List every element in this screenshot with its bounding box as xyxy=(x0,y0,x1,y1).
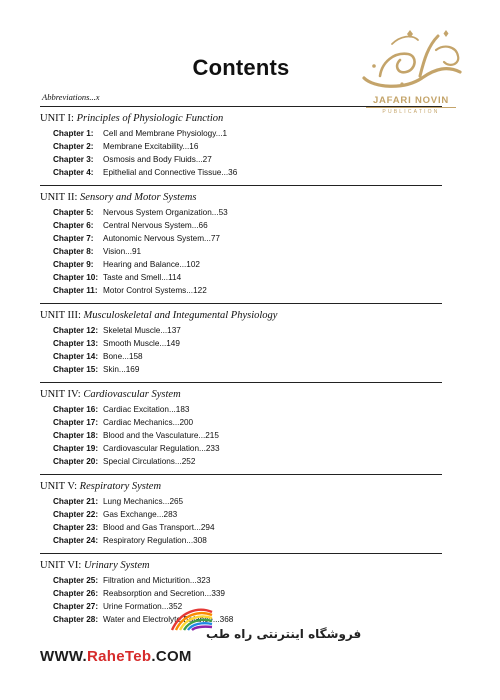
chapter-title: Blood and the Vasculature...215 xyxy=(103,431,219,440)
chapter-entry[interactable] xyxy=(40,521,442,534)
unit-section xyxy=(40,553,442,632)
chapter-entry[interactable] xyxy=(40,337,442,350)
chapter-entry[interactable] xyxy=(40,508,442,521)
unit-title xyxy=(40,308,442,323)
chapter-number: Chapter 22: xyxy=(53,510,99,519)
chapter-entry[interactable] xyxy=(40,455,442,468)
publisher-subtitle: PUBLICATION xyxy=(382,109,440,115)
unit-title xyxy=(40,190,442,205)
chapter-entry[interactable] xyxy=(40,271,442,284)
chapter-number: Chapter 20: xyxy=(53,457,99,466)
unit-section xyxy=(40,185,442,303)
unit-divider xyxy=(40,553,442,554)
chapter-entry[interactable] xyxy=(40,587,442,600)
chapter-entry[interactable] xyxy=(40,153,442,166)
unit-number: UNIT V: xyxy=(40,481,78,492)
chapter-title: Autonomic Nervous System...77 xyxy=(103,234,220,243)
chapter-entry[interactable] xyxy=(40,442,442,455)
chapter-number: Chapter 24: xyxy=(53,536,99,545)
chapter-title: Cardiovascular Regulation...233 xyxy=(103,444,220,453)
chapter-title: Respiratory Regulation...308 xyxy=(103,536,207,545)
chapter-number: Chapter 10: xyxy=(53,273,99,282)
chapter-number: Chapter 19: xyxy=(53,444,99,453)
store-url-prefix: WWW. xyxy=(40,648,88,665)
table-of-contents xyxy=(40,106,442,632)
chapter-number: Chapter 3: xyxy=(53,155,94,164)
chapter-entry[interactable] xyxy=(40,232,442,245)
unit-number: UNIT IV: xyxy=(40,389,81,400)
unit-name: Musculoskeletal and Integumental Physiology xyxy=(83,310,278,321)
chapter-title: Skeletal Muscle...137 xyxy=(103,326,181,335)
chapter-title: Osmosis and Body Fluids...27 xyxy=(103,155,212,164)
chapter-title: Skin...169 xyxy=(103,365,140,374)
chapter-number: Chapter 2: xyxy=(53,142,94,151)
chapter-entry[interactable] xyxy=(40,613,442,626)
chapter-number: Chapter 13: xyxy=(53,339,99,348)
chapter-entry[interactable] xyxy=(40,416,442,429)
chapter-number: Chapter 4: xyxy=(53,168,94,177)
chapter-entry[interactable] xyxy=(40,429,442,442)
unit-divider xyxy=(40,382,442,383)
chapter-entry[interactable] xyxy=(40,600,442,613)
chapter-number: Chapter 14: xyxy=(53,352,99,361)
chapter-title: Membrane Excitability...16 xyxy=(103,142,199,151)
chapter-entry[interactable] xyxy=(40,245,442,258)
chapter-entry[interactable] xyxy=(40,350,442,363)
chapter-number: Chapter 5: xyxy=(53,208,94,217)
chapter-number: Chapter 26: xyxy=(53,589,99,598)
chapter-title: Cardiac Excitation...183 xyxy=(103,405,190,414)
chapter-title: Vision...91 xyxy=(103,247,142,256)
unit-name: Respiratory System xyxy=(79,481,162,492)
publisher-logo xyxy=(352,26,470,118)
unit-name: Sensory and Motor Systems xyxy=(80,192,197,203)
unit-number: UNIT III: xyxy=(40,310,81,321)
unit-name: Principles of Physiologic Function xyxy=(76,113,224,124)
chapter-title: Special Circulations...252 xyxy=(103,457,196,466)
chapter-number: Chapter 9: xyxy=(53,260,94,269)
chapter-title: Blood and Gas Transport...294 xyxy=(103,523,215,532)
chapter-entry[interactable] xyxy=(40,140,442,153)
chapter-title: Hearing and Balance...102 xyxy=(103,260,200,269)
chapter-title: Gas Exchange...283 xyxy=(103,510,178,519)
unit-divider xyxy=(40,303,442,304)
chapter-entry[interactable] xyxy=(40,206,442,219)
chapter-number: Chapter 17: xyxy=(53,418,99,427)
chapter-entry[interactable] xyxy=(40,324,442,337)
unit-number: UNIT I: xyxy=(40,113,74,124)
chapter-title: Urine Formation...352 xyxy=(103,602,183,611)
chapter-number: Chapter 16: xyxy=(53,405,99,414)
chapter-title: Reabsorption and Secretion...339 xyxy=(103,589,225,598)
chapter-number: Chapter 8: xyxy=(53,247,94,256)
chapter-entry[interactable] xyxy=(40,534,442,547)
chapter-entry[interactable] xyxy=(40,284,442,297)
chapter-title: Epithelial and Connective Tissue...36 xyxy=(103,168,238,177)
chapter-title: Lung Mechanics...265 xyxy=(103,497,184,506)
unit-title xyxy=(40,558,442,573)
page-title: Contents xyxy=(192,55,290,80)
abbreviations-entry: Abbreviations...x xyxy=(42,92,100,102)
chapter-number: Chapter 11: xyxy=(53,286,98,295)
unit-section xyxy=(40,303,442,382)
store-url[interactable] xyxy=(40,648,192,665)
chapter-number: Chapter 23: xyxy=(53,523,99,532)
unit-section xyxy=(40,382,442,474)
unit-divider xyxy=(40,106,442,107)
chapter-entry[interactable] xyxy=(40,166,442,179)
chapter-number: Chapter 7: xyxy=(53,234,94,243)
chapter-title: Filtration and Micturition...323 xyxy=(103,576,211,585)
unit-divider xyxy=(40,474,442,475)
store-url-suffix: .COM xyxy=(151,648,192,665)
unit-section xyxy=(40,474,442,553)
calligraphy-logo-icon xyxy=(352,26,470,96)
unit-name: Urinary System xyxy=(83,560,150,571)
chapter-title: Smooth Muscle...149 xyxy=(103,339,180,348)
publisher-name: JAFARI NOVIN xyxy=(372,95,450,106)
chapter-number: Chapter 15: xyxy=(53,365,99,374)
chapter-number: Chapter 6: xyxy=(53,221,94,230)
store-url-brand: RaheTeb xyxy=(87,648,152,665)
chapter-title: Bone...158 xyxy=(103,352,143,361)
unit-title xyxy=(40,479,442,494)
chapter-entry[interactable] xyxy=(40,403,442,416)
chapter-entry[interactable] xyxy=(40,363,442,376)
chapter-entry[interactable] xyxy=(40,127,442,140)
chapter-title: Taste and Smell...114 xyxy=(103,273,182,282)
unit-title xyxy=(40,111,442,126)
chapter-title: Nervous System Organization...53 xyxy=(103,208,228,217)
chapter-title: Cell and Membrane Physiology...1 xyxy=(103,129,228,138)
chapter-number: Chapter 27: xyxy=(53,602,99,611)
chapter-title: Water and Electrolyte Balance...368 xyxy=(103,615,234,624)
chapter-entry[interactable] xyxy=(40,219,442,232)
unit-number: UNIT VI: xyxy=(40,560,82,571)
chapter-entry[interactable] xyxy=(40,495,442,508)
unit-section xyxy=(40,106,442,185)
chapter-number: Chapter 28: xyxy=(53,615,99,624)
chapter-title: Motor Control Systems...122 xyxy=(103,286,207,295)
chapter-number: Chapter 1: xyxy=(53,129,94,138)
unit-number: UNIT II: xyxy=(40,192,78,203)
chapter-number: Chapter 18: xyxy=(53,431,99,440)
chapter-number: Chapter 21: xyxy=(53,497,99,506)
chapter-number: Chapter 12: xyxy=(53,326,99,335)
unit-divider xyxy=(40,185,442,186)
chapter-entry[interactable] xyxy=(40,258,442,271)
chapter-number: Chapter 25: xyxy=(53,576,99,585)
store-name: فروشگاه اینترنتی راه طب xyxy=(206,627,362,641)
chapter-title: Central Nervous System...66 xyxy=(103,221,208,230)
unit-name: Cardiovascular System xyxy=(83,389,181,400)
unit-title xyxy=(40,387,442,402)
chapter-entry[interactable] xyxy=(40,574,442,587)
chapter-title: Cardiac Mechanics...200 xyxy=(103,418,194,427)
